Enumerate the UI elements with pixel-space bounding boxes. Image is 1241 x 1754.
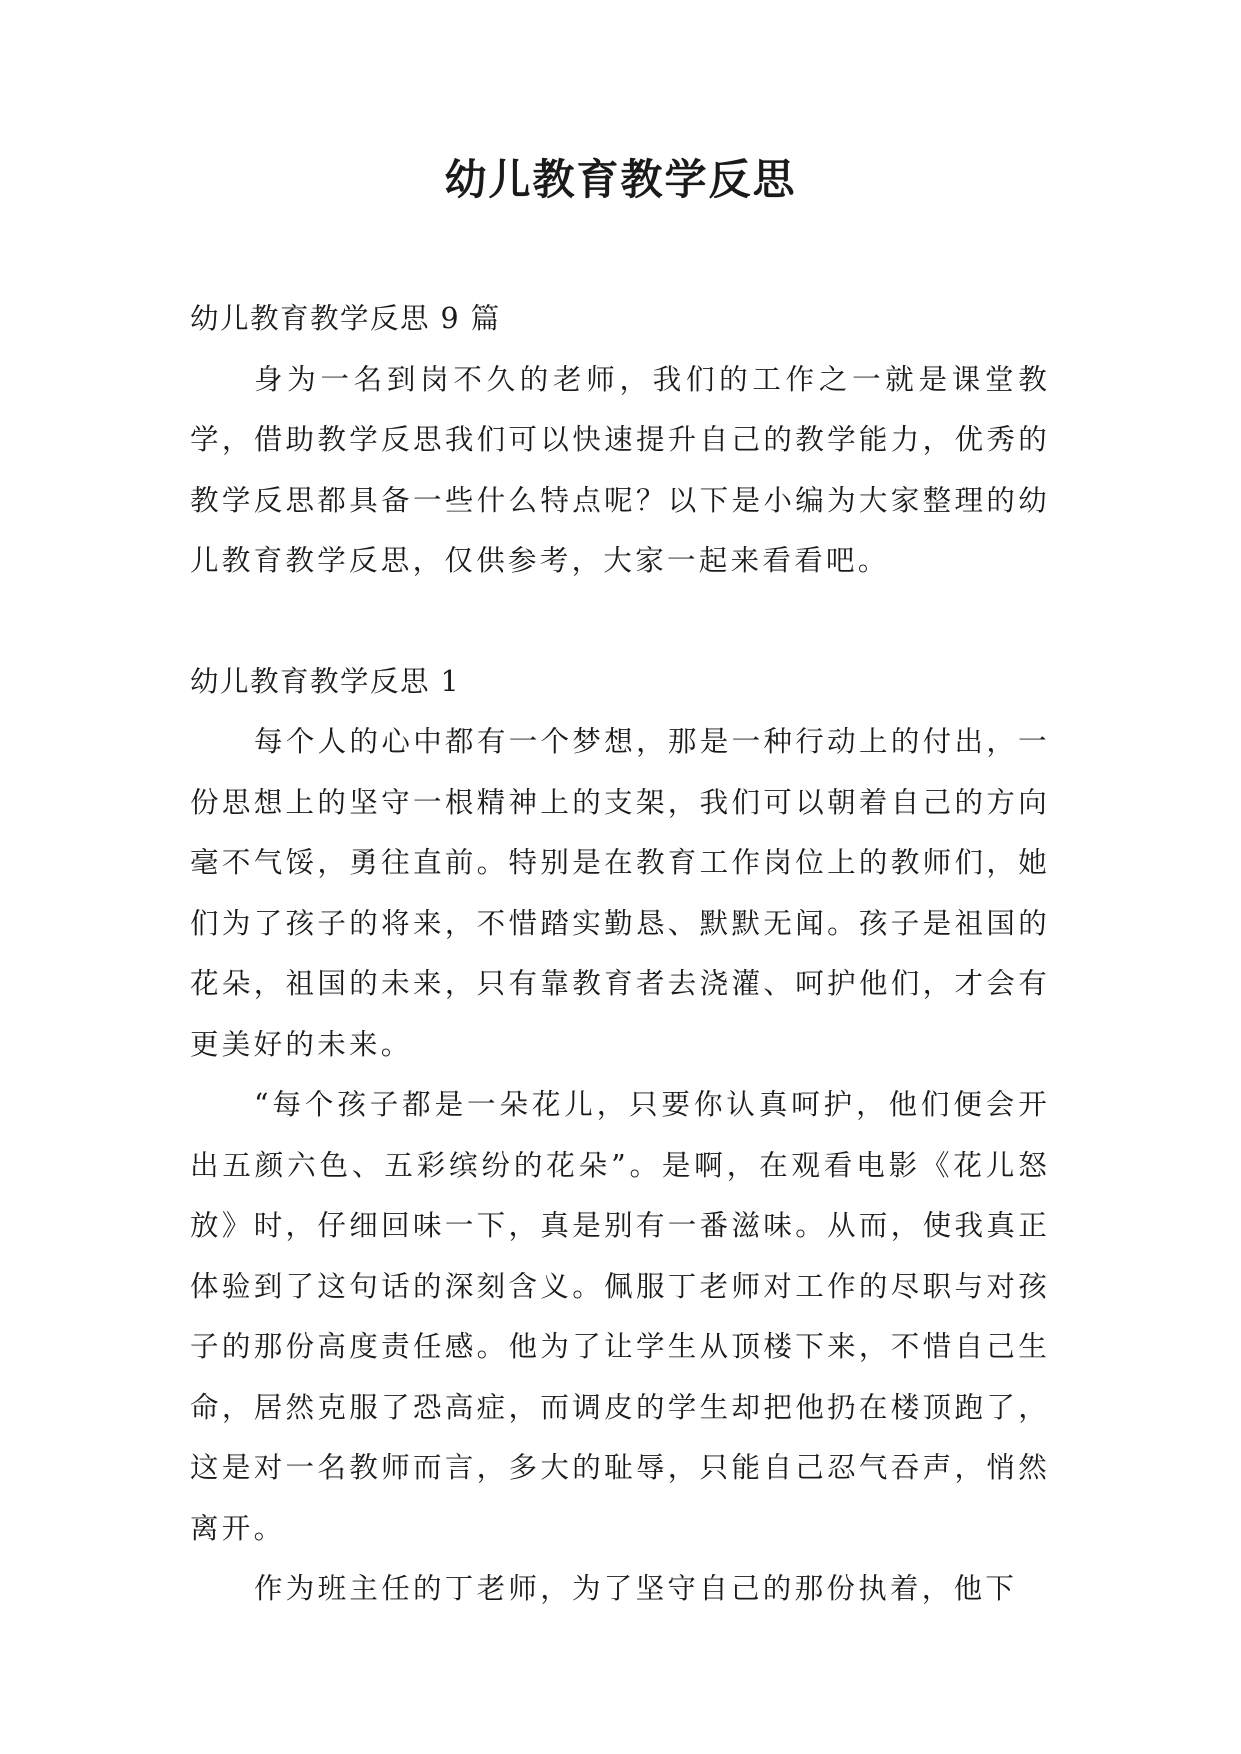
document-subtitle: 幼儿教育教学反思 9 篇 (190, 302, 501, 335)
section-spacer (190, 592, 1050, 652)
section-heading: 幼儿教育教学反思 1 (190, 664, 461, 698)
body-paragraph: 每个人的心中都有一个梦想，那是一种行动上的付出，一份思想上的坚守一根精神上的支架，我们可以朝着自己的方向毫不气馁，勇往直前。特别是在教育工作岗位上的教师们，她们为了孩子的将来，不惜踏实勤恳、默默无闻。孩子是祖国的花朵，祖国的未来，只有靠教育者去浇灌、呵护他们，才会有更美好的未来。 (190, 725, 1050, 1061)
body-paragraph: 作为班主任的丁老师，为了坚守自己的那份执着，他下 (254, 1572, 1018, 1605)
document-body (190, 289, 1050, 1620)
body-paragraph: “每个孩子都是一朵花儿，只要你认真呵护，他们便会开出五颜六色、五彩缤纷的花朵”。是啊，在观看电影《花儿怒放》时，仔细回味一下，真是别有一番滋味。从而，使我真正体验到了这句话的深刻含义。佩服丁老师对工作的尽职与对孩子的那份高度责任感。他为了让学生从顶楼下来，不惜自己生命，居然克服了恐高症，而调皮的学生却把他扔在楼顶跑了，这是对一名教师而言，多大的耻辱，只能自己忍气吞声，悄然离开。 (190, 1088, 1050, 1545)
intro-paragraph: 身为一名到岗不久的老师，我们的工作之一就是课堂教学，借助教学反思我们可以快速提升自己的教学能力，优秀的教学反思都具备一些什么特点呢？以下是小编为大家整理的幼儿教育教学反思，仅供参考，大家一起来看看吧。 (190, 362, 1050, 577)
document-title: 幼儿教育教学反思 (444, 155, 797, 204)
